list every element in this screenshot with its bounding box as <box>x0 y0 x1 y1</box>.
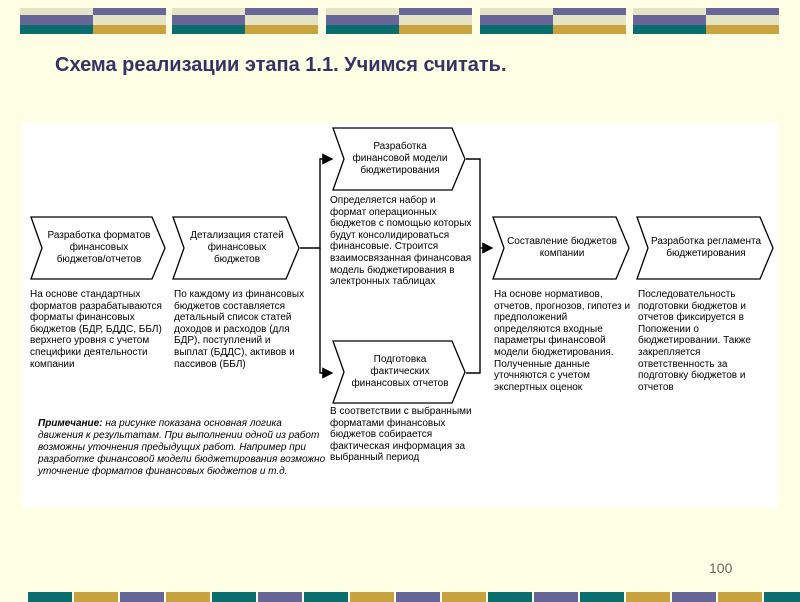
step-company-budgets <box>492 216 630 280</box>
header-tile-band <box>326 25 399 34</box>
header-decoration <box>0 0 800 40</box>
header-tile-band <box>245 8 318 15</box>
header-tile-band <box>399 15 472 25</box>
footer-tile <box>626 592 670 602</box>
description-regulation-development: Последовательность подготовки бюджетов и отчетов фиксируется в Попожении о бюджетировании. Также закрепляется ответственность за подготовку бюджетов и отчетов <box>638 289 751 393</box>
description-format-development: На основе стандартных форматов разрабатываются форматы финансовых бюджетов (БДР, БДДС, ББЛ) верхнего уровня с учетом специфики деятельности компании <box>30 289 162 370</box>
step-items-detailing <box>172 216 300 280</box>
header-tile-band <box>326 8 399 15</box>
footer-tile <box>396 592 440 602</box>
footer-tile <box>120 592 164 602</box>
footer-tile <box>212 592 256 602</box>
description-items-detailing: По каждому из финансовых бюджетов составляется детальный список статей доходов и расходов (для БДР), поступлений и выплат (БДДС), активов и пассивов (ББЛ) <box>174 289 305 370</box>
footer-tile <box>304 592 348 602</box>
header-tile-band <box>399 25 472 34</box>
header-tile-band <box>93 25 166 34</box>
header-tile-band <box>706 15 779 25</box>
step-model-development <box>332 127 466 191</box>
description-company-budgets: На основе нормативов, отчетов, прогнозов, гипотез и предположений определяются входные параметры финансовой модели бюджетирования. Полученные данные уточняются с учетом экспертных оценок <box>494 289 631 393</box>
header-tile-band <box>480 15 553 25</box>
page-number: 100 <box>709 560 733 576</box>
step-label: Разработка регламента бюджетирования <box>650 236 761 259</box>
footer-tile <box>442 592 486 602</box>
note-label: Примечание: <box>38 418 103 429</box>
step-actual-reports <box>332 340 466 404</box>
header-tile-band <box>480 25 553 34</box>
arrow-to-model <box>300 159 332 248</box>
footer-tile <box>534 592 578 602</box>
header-tile-band <box>172 8 245 15</box>
header-tile-band <box>706 8 779 15</box>
header-tile-band <box>633 25 706 34</box>
header-tile-band <box>706 25 779 34</box>
footer-tile <box>580 592 624 602</box>
footer-tile <box>74 592 118 602</box>
header-tile-band <box>93 8 166 15</box>
header-tile-band <box>93 15 166 25</box>
header-tile-band <box>20 15 93 25</box>
header-tile-band <box>633 15 706 25</box>
step-label: Подготовка фактических финансовых отчетов <box>351 354 449 389</box>
step-label: Составление бюджетов компании <box>507 236 617 259</box>
diagram-note <box>38 418 328 478</box>
header-tile-band <box>20 25 93 34</box>
header-tile-band <box>633 8 706 15</box>
header-tile-band <box>245 25 318 34</box>
header-tile-band <box>480 8 553 15</box>
footer-tile <box>718 592 762 602</box>
footer-tile <box>350 592 394 602</box>
footer-tile <box>258 592 302 602</box>
process-diagram <box>22 123 778 508</box>
footer-tile <box>672 592 716 602</box>
step-label: Детализация статей финансовых бюджетов <box>190 230 284 265</box>
header-tile-band <box>553 8 626 15</box>
description-model-development: Определяется набор и формат операционных бюджетов с помощью которых будут консолидироваться финансовые. Строится взаимосвязанная финансовая модель бюджетирования в электронных таблицах <box>330 195 472 288</box>
header-tile-band <box>20 8 93 15</box>
footer-tile <box>28 592 72 602</box>
step-label: Разработка финансовой модели бюджетирования <box>352 141 448 176</box>
footer-tiles <box>28 592 800 602</box>
header-tile-band <box>399 8 472 15</box>
footer-tile <box>166 592 210 602</box>
footer-tile <box>488 592 532 602</box>
note-text: на рисунке показана основная логика движения к результатам. При выполнении одной из работ возможны уточнения предыдущих работ. Например при разработке финансовой модели бюджетирования возможно уточнение форматов финансовых бюджетов и т.д. <box>38 418 326 477</box>
step-label: Разработка форматов финансовых бюджетов/отчетов <box>47 230 151 265</box>
slide-title: Схема реализации этапа 1.1. Учимся считать. <box>55 54 507 76</box>
header-tile-band <box>172 25 245 34</box>
step-format-development <box>30 216 166 280</box>
header-tile-band <box>172 15 245 25</box>
header-tile-band <box>553 25 626 34</box>
header-tile-band <box>326 15 399 25</box>
footer-tile <box>764 592 800 602</box>
description-actual-reports: В соответствии с выбранными форматами финансовых бюджетов собирается фактическая информация за выбранный период <box>330 406 472 464</box>
step-regulation-development <box>636 216 774 280</box>
header-tile-band <box>245 15 318 25</box>
header-tile-band <box>553 15 626 25</box>
header-tiles <box>20 8 779 34</box>
